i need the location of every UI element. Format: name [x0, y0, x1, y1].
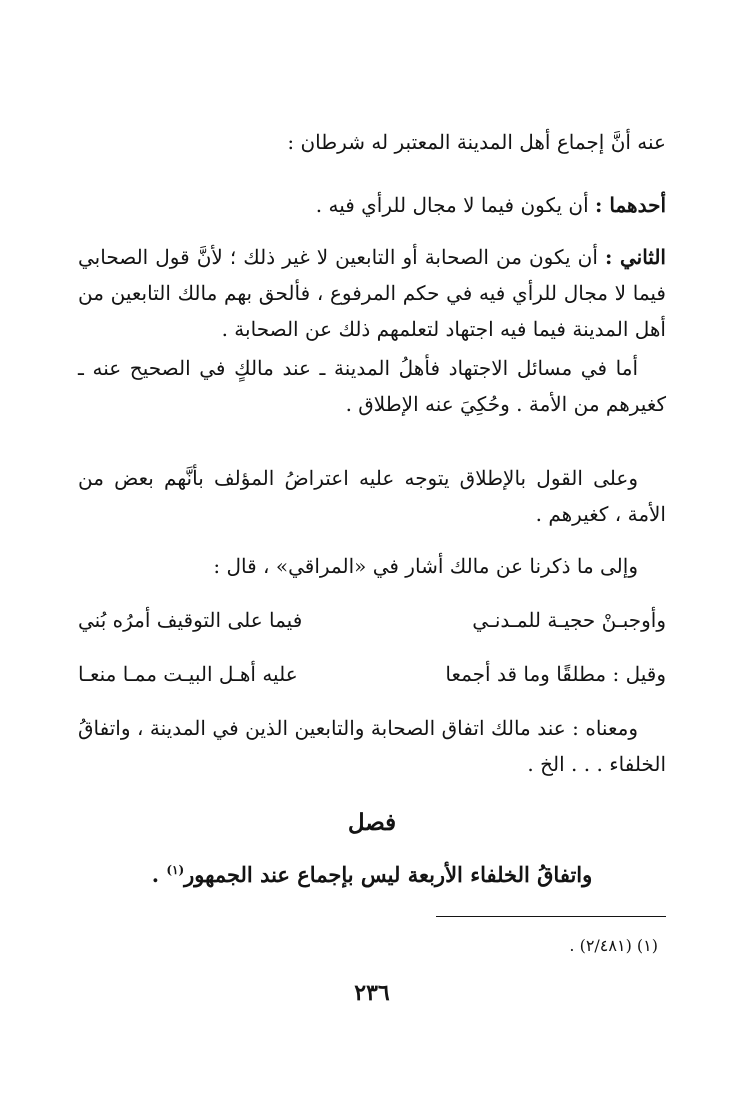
poem-verse [78, 602, 666, 638]
paragraph-text: وإلى ما ذكرنا عن مالك أشار في «المراقي» ، قال : [213, 554, 638, 578]
paragraph-text: أن يكون فيما لا مجال للرأي فيه . [315, 193, 596, 217]
paragraph-meaning [78, 710, 666, 782]
footnote: (١) (٢/٤٨١) . [569, 936, 658, 955]
paragraph-text: ومعناه : عند مالك اتفاق الصحابة والتابعين الذين في المدينة ، واتفاقُ الخلفاء . . . الخ . [78, 716, 666, 776]
page-number: ٢٣٦ [354, 980, 390, 1006]
paragraph-objection [78, 460, 666, 532]
paragraph-second-condition [78, 239, 666, 347]
verse-first-hemistich: وقيل : مطلقًا وما قد أجمعا [445, 662, 666, 686]
paragraph-two-conditions [78, 124, 666, 160]
poem-verse [78, 656, 666, 692]
paragraph-ijtihad [78, 350, 666, 422]
section-subheading-text: واتفاقُ الخلفاء الأربعة ليس بإجماع عند الجمهور [184, 862, 593, 887]
footnote-marker: (١) [166, 863, 185, 877]
verse-second-hemistich: فيما على التوقيف أمرُه بُني [78, 608, 303, 632]
paragraph-text: وعلى القول بالإطلاق يتوجه عليه اعتراضُ المؤلف بأنَّهم بعض من الأمة ، كغيرهم . [78, 466, 666, 526]
paragraph-text: أما في مسائل الاجتهاد فأهلُ المدينة ـ عند مالكٍ في الصحيح عنه ـ كغيرهم من الأمة . وحُكِيَ عنه الإطلاق . [78, 356, 666, 416]
section-subheading-end: . [151, 862, 167, 887]
verse-second-hemistich: عليه أهـل البيـت ممـا منعـا [78, 662, 298, 686]
section-subheading [78, 852, 666, 893]
paragraph-lead-word: الثاني : [604, 245, 666, 269]
paragraph-lead-word: أحدهما : [595, 193, 666, 217]
section-heading: فصل [347, 809, 397, 836]
paragraph-text: عنه أنَّ إجماع أهل المدينة المعتبر له شرطان : [287, 130, 666, 154]
book-page [78, 0, 666, 1102]
verse-first-hemistich: وأوجبـنْ حجيـة للمـدنـي [472, 608, 666, 632]
paragraph-maraqi-reference [78, 548, 666, 584]
footnote-divider [436, 916, 666, 917]
paragraph-text: أن يكون من الصحابة أو التابعين لا غير ذلك ؛ لأنَّ قول الصحابي فيما لا مجال للرأي فيه في حكم المرفوع ، فألحق بهم مالك التابعين من أهل المدينة فيما فيه اجتهاد لتعلمهم ذلك عن الصحابة . [78, 245, 666, 341]
paragraph-first-condition [78, 187, 666, 223]
